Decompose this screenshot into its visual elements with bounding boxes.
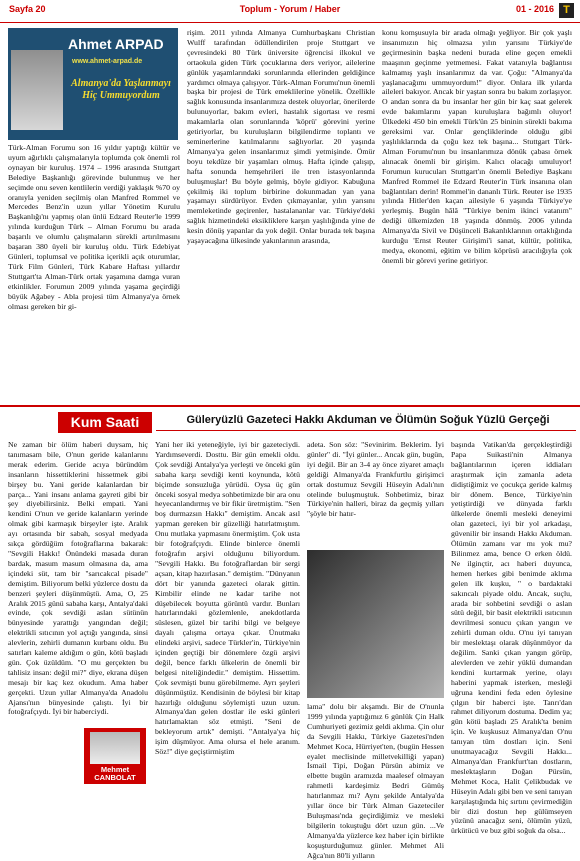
issue-date: 01 - 2016: [515, 4, 554, 14]
headline-rule: [156, 430, 576, 431]
article2-column-1: [8, 440, 148, 724]
page-header: [0, 0, 580, 23]
article2-text-3a: adeta. Son söz: "Sevinirim. Beklerim. İyi günler" di. "İyi günler... Ancak gün, bugün, iyi değil. Bir an 3-4 ay önce ziyaret amaçlı geldiği Almanya'da Frankfurtlu girişimci ortak dostumuz Sevgili Hüseyin Adalı'nın otelinde buluşmuştuk. Sohbetimiz, biraz Türkiye'nin halleri, biraz da geçmiş yılları "şöyle bir hatır-: [307, 440, 444, 519]
article2-column-3-bottom: [307, 702, 444, 860]
author-website: www.ahmet-arpad.de: [72, 58, 143, 65]
column-label: Kum Saati: [58, 412, 152, 433]
author2-box: [84, 728, 146, 784]
hakki-akduman-photo: [307, 550, 444, 698]
section-divider: [0, 405, 580, 407]
article1-text-2: rişim. 2011 yılında Almanya Cumhurbaşkanı Christian Wulff tarafından ödüllendirilen proje Stuttgart ve çevresindeki 80 Türk üniversite öğrencisi ilkokul ve ortaokula giden Türk çocuklarına ders veriyor, ailelerine günlük yaşamlarındaki sorunlarında ellerinden geldiğince yardımcı olmaya çalışıyor. Türk-Alman Forumu'nun önemli başka bir projesi de Türk emeklilerine yönelik. Özellikle sağlık konusunda insanlarımıza destek oluyorlar, önerilerde bulunuyorlar, bakım evleri, hastalık sigortası ve resmi makamlarla olan sorunlarında 'köprü' görevini yerine getiriyorlar, bu kuruluşların bilgilendirme toplantı ve seminerlerine katılmalarını sağlıyorlar. 20 yaşında Almanya'ya gelen insanlarımız şimdi yetmişinde. Ömür boyu tekdüze bir yaşamları olmuş. Hafta içinde çalışıp, hafta sonunda hemşehrileri ile tren istasyonlarında buluşmuşlar! Bu böyle gelmiş, böyle gidiyor. Kabuğuna çekilmiş iki toplum birbirine dokunmadan yan yana yaşamayı sürdürüyor. Evden çıkmayanlar, yılın yarısını memleketinde geçirenler, hastalananlar var. Türkiye'deki sağlık hizmetindeki eksikliklere karşın yaşlılığında yine de kesin dönüş yapanlar da yok değil. Onlar burada tek başına yaşayacağına ülkesinde yakınlarının arasında,: [187, 28, 375, 246]
section-title: Toplum - Yorum / Haber: [239, 4, 341, 14]
article2-headline: Güleryüzlü Gazeteci Hakkı Akduman ve Ölümün Soğuk Yüzlü Gerçeği: [186, 414, 550, 426]
author-photo: [11, 50, 63, 130]
author2-photo: [90, 732, 140, 764]
article1-column-3: [382, 28, 572, 401]
article1-column-2: [187, 28, 375, 401]
article2-text-3b: lama" dolu bir akşamdı. Bir de O'nunla 1999 yılında yaptığımız 6 günlük Çin Halk Cumhuriyeti gezimiz geldi aklıma. Çin olur da Sevgili Hakkı, Türkiye Gazetesi'nden Mehmet Koca, Hürriyet'ten, (bugün Hessen eyalet meclisinde milletvekilliği yapan) İsmail Tipi, Doğan Pürsün abimiz ve elbette bugün aramızda maalesef olmayan rahmetli kardeşimiz Bedri Gümüş hatırlanmaz mı? Aynı şekilde Antalya'da yıllar önce bir Türk Alman Gazeteciler Buluşması'nda geçirdiğimiz ve mesleki bilgilerin tokuştuğu dört uzun gün. ...Ve Almanya'da yüzlerce kez haber için birlikte koşuşturduğumuz günler. Mehmet Ali Ağca'nın 80'li yılların: [307, 702, 444, 860]
article2-column-4: [451, 440, 572, 836]
article2-column-3-top: [307, 440, 444, 546]
newspaper-logo-icon: T: [559, 3, 574, 18]
page-number: Sayfa 20: [9, 4, 46, 14]
article2-column-2: [155, 440, 300, 780]
author2-name: Mehmet CANBOLAT: [94, 765, 136, 782]
author-name: Ahmet ARPAD: [68, 36, 164, 52]
article2-text-2: Yani her iki yeteneğiyle, iyi bir gazeteciydi. Yardımseverdi. Dosttu. Bir gün emekli oldu. Çok sevdiği Antalya'ya yerleşti ve önceki gün sabaha karşı sevdiği kenti koynunda, kötü biçimde sonsuzluğa yürüdü. Oysa üç gün önceki sosyal medya sohbetimizde bir ara onu heyecanlandırmış ve bir fikir üretmiştim. "Sen boş durmazsın Hakkı" demiştim. Ancak asıl yapman gereken bir güzelliği hatırlatmıştım. Onu mutlaka yapmasını önermiştim. Çok usta bir fotoğrafçıydı. Elinde binlerce önemli fotoğrafın arşivi olduğunu biliyordum. "Sevgili Hakkı. Bu fotoğraflardan bir sergi açsan, kitap hazırlasan." demiştim. "Dünyanın dört bir yanında gazeteci olarak gittin. Kimbilir elinde ne kadar tarihe not düşebilecek boyutta görüntü vardır. Bunları hatırlarındaki gözlemlenle, anekdotlarda süslesen, güzel bir tarihi bilgi ve belgeye dayalı çalışma ortaya çıkar. Ünutmakı elindeki arşivi, sadece Türkler'in, Türkiye'nin içinden geçtiği bir dönemlere özgü arşivi değil, bence farklı ülkelerin de önemli bir belgesi niteliğindedir." demiştim. Hissettim. Çok sevmişti bunu görebilmeme. Ayrı şeyleri düşünmüştüz. Kendisinin de böylesi bir kitap hazırlığı olduğunu söylemişti uzun uzun. Almanya'dan gelen dostlar ile eski günleri hatırlamaktan söz etmişti. "Seni de bekleyorum artık" demişti. "Antalya'ya hiç işim düşmüyor. Ama olursa el hele aranım. Söz!" diye geçiştirmiştim: [155, 440, 300, 757]
article2-text-1: Ne zaman bir ölüm haberi duysam, hiç tanımasam bile, O'nun geride kalanlarını merak ederim. Geride acıya büründüm insanların hissettiklerini hissetmek gibi birşey bu. Yani geride kalanlardan bir parça... Yani insanı anlama gayreti gibi bir şey diyebilirsiniz. Belki empati. Yani kendini O'nun ve geride kalanların yerinde olmak gibi karmaşık birşeyler işte. Aralık ayı ortasında bir sabah, sosyal medyada sıkça gördüğüm fotoğraflarına bakarak: "Sevgili Hakkı! Önündeki masada duran bardak, masum masum olmasına da, ama içindeki süt, tam bir "sarıcakcal pisade" demiştim. Biliyorum belki yüzlerce dostu da benzeri şeyleri düşünmüştü. Ama, O, 25 Aralık 2015 günü sabaha karşı, Antalya'daki evinde, çok sevdiği aslan sütünün bünyesinde yarattığı yangından değil; elektrikli sıtıcının yol açtığı yangında, sinsi alevlerin, zehirli dumanın kurbanı oldu. Bu satırları kaleme aldığım o gün, kötü başladı gün. Çok üzüldüm. "O mu gerçekten bu tahlisiz insan: değil mi?" diye, ekrana düşen mesajı bir kaç kez okudum. Ama haber gerçekti. Uzun yıllar Almanya'da Anadolu Ajansı'nın bünyesinde çalıştı. İyi bir fotoğrafçıydı. İyi bir haberciydi.: [8, 440, 148, 717]
article1-text-1: Türk-Alman Forumu son 16 yıldır yaptığı kültür ve uyum ağırlıklı çalışmalarıyla toplumda çok önemli rol oynayan bir kuruluş. 1974 – 1996 arasında Stuttgart Belediye Başkanlığı görevinde bulunmuş ve her seçimde onu seven kentlilerin verdiği yaklaşık %70 oy oranıyla yeniden seçilmiş olan Manfred Rommel ve Mercedes Benz'in uzun yıllar Yönetim Kurulu Başkanlığı'nı yapmış olan ünlü Edzard Reuter'le 1999 yılında kurduğun Türk – Alman Forumu bu arada başarılı ve olumlu çalışmaların sürekli artırılmasını başaran 380 üyeli bir kuruluş oldu. Türk Edebiyat Günleri, toplumsal ve politika içerikli açık oturumlar, Türk Film Günleri, Türk Kabare Haftası yıllardır Stuttgart'ta Alman-Türk ortak yaşamına damga vuran etkinlikler. Forumun 2009 yılında yaşama geçirdiği büyük Ağabey - Abla projesi tüm Almanya'ya örnek olması gereken bir gi-: [8, 143, 180, 311]
article2-text-4: başında Vatikan'da gerçekleştirdiği Papa Suikasti'nin Almanya bağlantılarının içeren iddiaları araştırmak için zamanla adeta didiştiğimiz ve çocukça geride kalmış bir dönem. Bence, Türkiye'nin yetiştirdiği ve dünyada farklı ülkelerde önemli mesleki deneyimi olan gazeteci, iyi bir yol arkadaşı, güvenilir bir insandı Hakkı Akduman. Ölümün zamanı var mı yok mu? Bilinmez ama, bence O erken öldü. Ne ilginçtir, acı haberi duyunca, hemen herkes gibi benimde aklıma gelen ilk kuşku, " o bardaktaki sakıncalı piyade oldu. Ancak, suçlu, arada bir sohbetini sevdiği o aslan sütü değil, bir basit elektrikli ısıtıcının devrilmesi sonucu çıkan yangın ve zehirli duman oldu. O'nu iyi tanıyan bir meslektaşı olarak düşünmüyor da değilim. Sanki çıkan yangın görüp, alevlerden ve zehir yüklü dumandan kendini kurtarmak yerine, olayı haberini yapmak isterken, mesleği uğruna kendini feda eden öylesine çılgın bir haberci işte. Tanrı'dan rahmet diliyorum dostuma. Dedim ya; gün kötü başladı 25 Aralık'ta benim için. Ve kuşkusuz Almanya'dan O'nu tanıyan tüm dostları için. Seni unutmayacağız Sevgili Hakkı... Almanya'dan Frankfurt'tan dostların, meslektaşların Doğan Pürsün, Mehmet Koca, Halit Çelikbudak ve Hüseyin Adalı gibi ben ve seni tanıyan karşılaştığında hiç sırtını çevirmediğin bir dizi dostun hep gülümseyen yüzünü anacağız seni, ölümün yüzü, ürkütücü ve buz gibi soğuk da olsa...: [451, 440, 572, 836]
article1-text-3: konu komşusuyla bir arada olmağı yeğliyor. Bir çok yaşlı insanımızın hiç olmazsa yılın yarısını Türkiye'de geçirmesinin başka nedeni burada eline geçen emekli maaşının geçinme yetmemesi. Fakat vatanıyla bağlantısı kalmamış yaşlı insanlarımız da var. Çoğu: "Almanya'da yaşlanacağımı ummuyordum!" diyor. Onlara ilk yılarda aileleri bakıyor. Ancak bir yaştan sonra bu bakım zorlaşıyor. O andan sonra da bu insanlar her gün bir kaç saat gelerek evde bakımlarını yapan kuruluşlara bağımlı oluyor! Ülkedeki 450 bin emekli Türk'ün 25 bininin sürekli bakıma gereksimi var. Onlar gençliklerinde olduğu gibi yaşlılıklarında da çoğu kez tek başına... Stuttgart Türk-Alman Forumu'nun bu insanlarımıza dönük çabası örnek alınacak önemli bir girişim. Kalıcı olacağı umuluyor! Forumun kurucuları Stuttgart'ın önemli Belediye Başkanı Manfred Rommel ile Edzard Reuter'in Türk insanına olan bağlantıları derin! Rommel'in dananlı Türk. Reuter ise 1935 yılında Hitler'den kaçan ailesiyle 6 yaşında Türkiye'ye yerleşmiş. Bugün hâlâ "Türkiye benim ikinci vatanım" dediği ülkemizden 18 yaşında dönmüş. 2006 yılında Almanya'da Sivil ve Düşünceli Bakanlıklarının ortaklığında kurduğu 'Ernst Reuter Girişimi'i sanat, kültür, politika, medya, ekonomi, eğitim ve bilim köprüsü aracılığıyla çok önemli bir görevi yerine getiriyor.: [382, 28, 572, 265]
article1-column-1: [8, 143, 180, 401]
article-title: Almanya'da Yaşlanmayı Hiç Ummuyordum: [71, 78, 171, 101]
author-banner: [8, 28, 178, 140]
